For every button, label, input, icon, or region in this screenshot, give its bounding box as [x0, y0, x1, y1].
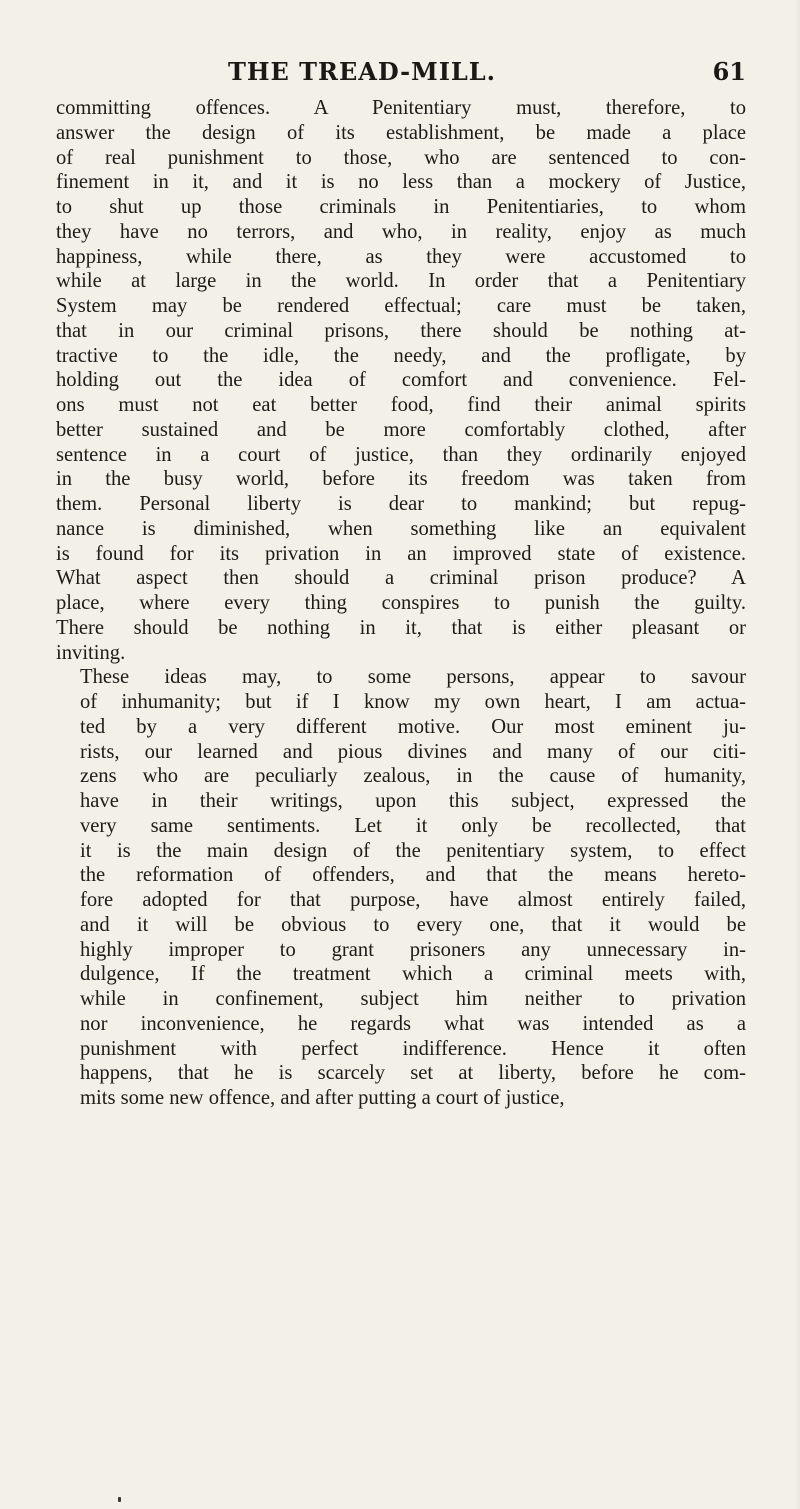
text-line: ted by a very different motive. Our most eminent ju- [80, 715, 746, 738]
page-edge-shadow [794, 0, 800, 1509]
text-line: What aspect then should a criminal prison produce? A [56, 567, 746, 590]
text-line: finement in it, and it is no less than a mockery of Justice, [56, 171, 746, 194]
text-line: it is the main design of the penitentiary system, to effect [80, 839, 746, 862]
page-number: 61 [712, 57, 746, 86]
paragraph [56, 96, 746, 665]
text-line: while at large in the world. In order that a Penitentiary [56, 270, 746, 293]
text-line: sentence in a court of justice, than they ordinarily enjoyed [56, 443, 746, 466]
text-line: very same sentiments. Let it only be recollected, that [80, 814, 746, 837]
text-line: ons must not eat better food, find their animal spirits [56, 394, 746, 416]
text-line: inviting. [56, 641, 126, 664]
text-line: mits some new offence, and after putting a court of justice, [80, 1087, 565, 1109]
text-line: nor inconvenience, he regards what was intended as a [80, 1012, 746, 1035]
text-line: rists, our learned and pious divines and many of our citi- [80, 740, 746, 763]
text-line: These ideas may, to some persons, appear to savour [80, 666, 746, 689]
text-line: and it will be obvious to every one, that it would be [80, 913, 746, 936]
text-line: in the busy world, before its freedom was taken from [56, 468, 746, 491]
text-line: better sustained and be more comfortably clothed, after [56, 418, 746, 441]
text-line: of inhumanity; but if I know my own heart, I am actua- [80, 691, 746, 713]
text-line: happiness, while there, as they were accustomed to [56, 245, 746, 268]
text-line: them. Personal liberty is dear to mankind; but repug- [56, 493, 746, 515]
text-line: the reformation of offenders, and that the means hereto- [80, 864, 746, 887]
text-line: have in their writings, upon this subject, expressed the [80, 790, 746, 812]
print-speck [118, 1497, 121, 1502]
text-line: punishment with perfect indifference. Hence it often [80, 1037, 746, 1060]
text-line: zens who are peculiarly zealous, in the cause of humanity, [80, 765, 746, 788]
text-line: committing offences. A Penitentiary must, therefore, to [56, 97, 746, 119]
text-line: answer the design of its establishment, be made a place [56, 121, 746, 144]
text-line: that in our criminal prisons, there should be nothing at- [56, 319, 746, 342]
text-line: highly improper to grant prisoners any unnecessary in- [80, 938, 746, 961]
running-head [56, 57, 746, 93]
text-line: There should be nothing in it, that is either pleasant or [56, 616, 746, 639]
text-line: nance is diminished, when something like an equivalent [56, 517, 746, 540]
text-line: of real punishment to those, who are sentenced to con- [56, 146, 746, 169]
running-title: THE TREAD-MILL. [228, 57, 497, 86]
text-line: they have no terrors, and who, in reality, enjoy as much [56, 220, 746, 243]
text-line: fore adopted for that purpose, have almost entirely failed, [80, 889, 746, 911]
text-line: happens, that he is scarcely set at liberty, before he com- [80, 1062, 746, 1085]
body-text [56, 96, 746, 1111]
paragraph [56, 665, 746, 1111]
text-line: holding out the idea of comfort and convenience. Fel- [56, 369, 746, 392]
text-line: tractive to the idle, the needy, and the profligate, by [56, 344, 746, 367]
text-line: dulgence, If the treatment which a criminal meets with, [80, 963, 746, 986]
text-line: while in confinement, subject him neither to privation [80, 988, 746, 1010]
text-line: is found for its privation in an improved state of existence. [56, 542, 746, 565]
text-line: place, where every thing conspires to punish the guilty. [56, 592, 746, 614]
text-line: System may be rendered effectual; care must be taken, [56, 295, 746, 317]
text-line: to shut up those criminals in Penitentiaries, to whom [56, 196, 746, 218]
